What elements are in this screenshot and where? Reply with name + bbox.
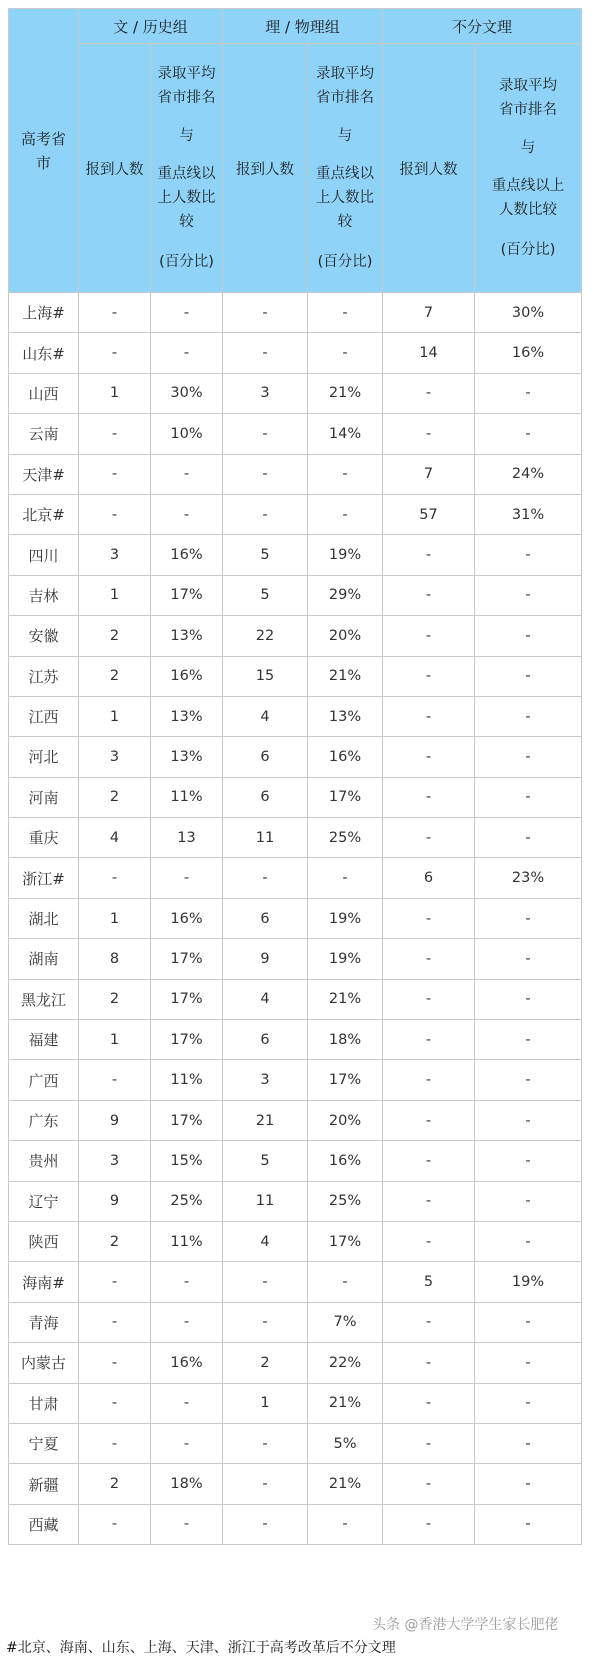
value-cell: 7%: [308, 1302, 383, 1342]
value-cell: -: [475, 1423, 582, 1463]
table-row: [9, 1302, 582, 1342]
group-wen-header: 文 / 历史组: [79, 9, 223, 44]
none-enrolled-header: 报到人数: [383, 44, 475, 293]
value-cell: 17%: [151, 1020, 223, 1060]
value-cell: 6: [223, 1020, 308, 1060]
province-cell: 重庆: [9, 818, 79, 858]
value-cell: -: [308, 858, 383, 898]
value-cell: -: [151, 333, 223, 373]
value-cell: 4: [223, 979, 308, 1019]
wen-rank-line5: 上人数比: [157, 190, 216, 206]
value-cell: -: [475, 737, 582, 777]
value-cell: -: [383, 414, 475, 454]
value-cell: -: [475, 696, 582, 736]
value-cell: 30%: [475, 293, 582, 333]
header-row-columns: [9, 44, 582, 293]
value-cell: -: [383, 1020, 475, 1060]
value-cell: -: [383, 1141, 475, 1181]
wen-rank-line6: 较: [179, 214, 194, 230]
value-cell: -: [308, 1504, 383, 1544]
value-cell: -: [79, 1060, 151, 1100]
value-cell: -: [475, 1504, 582, 1544]
value-cell: 2: [79, 777, 151, 817]
province-cell: 云南: [9, 414, 79, 454]
value-cell: -: [223, 1423, 308, 1463]
province-cell: 黑龙江: [9, 979, 79, 1019]
value-cell: 6: [223, 898, 308, 938]
value-cell: 7: [383, 293, 475, 333]
value-cell: -: [475, 575, 582, 615]
none-rank-line5: 人数比较: [499, 202, 557, 218]
province-cell: 浙江#: [9, 858, 79, 898]
none-rank-line7: (百分比): [500, 242, 556, 258]
value-cell: -: [383, 535, 475, 575]
li-rank-line2: 省市排名: [316, 90, 374, 106]
value-cell: -: [383, 737, 475, 777]
value-cell: -: [383, 818, 475, 858]
value-cell: 2: [223, 1343, 308, 1383]
value-cell: 10%: [151, 414, 223, 454]
value-cell: 1: [79, 1020, 151, 1060]
value-cell: 13%: [151, 696, 223, 736]
value-cell: 13%: [151, 737, 223, 777]
province-cell: 广东: [9, 1100, 79, 1140]
value-cell: -: [383, 616, 475, 656]
wen-rank-line3: 与: [179, 128, 194, 144]
value-cell: 24%: [475, 454, 582, 494]
value-cell: -: [151, 494, 223, 534]
value-cell: 22: [223, 616, 308, 656]
value-cell: -: [79, 1343, 151, 1383]
table-row: [9, 293, 582, 333]
table-row: [9, 333, 582, 373]
table-row: [9, 858, 582, 898]
table-row: [9, 1100, 582, 1140]
value-cell: 11%: [151, 777, 223, 817]
value-cell: 29%: [308, 575, 383, 615]
table-row: [9, 1221, 582, 1261]
table-row: [9, 1060, 582, 1100]
value-cell: -: [79, 494, 151, 534]
value-cell: -: [475, 1383, 582, 1423]
value-cell: 18%: [308, 1020, 383, 1060]
value-cell: 19%: [475, 1262, 582, 1302]
value-cell: -: [383, 1343, 475, 1383]
value-cell: -: [383, 1464, 475, 1504]
table-row: [9, 777, 582, 817]
value-cell: -: [151, 1302, 223, 1342]
value-cell: 21%: [308, 656, 383, 696]
value-cell: -: [475, 777, 582, 817]
province-cell: 贵州: [9, 1141, 79, 1181]
value-cell: 16%: [475, 333, 582, 373]
value-cell: -: [151, 1504, 223, 1544]
value-cell: 8: [79, 939, 151, 979]
header-row-groups: [9, 9, 582, 44]
value-cell: -: [308, 1262, 383, 1302]
li-rank-line1: 录取平均: [316, 66, 374, 82]
province-cell: 西藏: [9, 1504, 79, 1544]
value-cell: -: [383, 1060, 475, 1100]
value-cell: -: [79, 858, 151, 898]
value-cell: -: [79, 293, 151, 333]
value-cell: -: [151, 1423, 223, 1463]
value-cell: 20%: [308, 1100, 383, 1140]
value-cell: 57: [383, 494, 475, 534]
value-cell: -: [151, 293, 223, 333]
table-row: [9, 1383, 582, 1423]
province-cell: 山东#: [9, 333, 79, 373]
province-cell: 北京#: [9, 494, 79, 534]
value-cell: -: [475, 939, 582, 979]
value-cell: -: [151, 1262, 223, 1302]
value-cell: 13%: [308, 696, 383, 736]
value-cell: -: [475, 1060, 582, 1100]
value-cell: 21%: [308, 1464, 383, 1504]
province-cell: 天津#: [9, 454, 79, 494]
value-cell: -: [223, 333, 308, 373]
table-row: [9, 818, 582, 858]
value-cell: 15: [223, 656, 308, 696]
province-cell: 河北: [9, 737, 79, 777]
value-cell: 1: [223, 1383, 308, 1423]
table-row: [9, 1262, 582, 1302]
value-cell: 20%: [308, 616, 383, 656]
value-cell: -: [151, 1383, 223, 1423]
value-cell: -: [79, 1504, 151, 1544]
li-enrolled-header: 报到人数: [223, 44, 308, 293]
table-row: [9, 414, 582, 454]
value-cell: -: [475, 373, 582, 413]
value-cell: -: [223, 454, 308, 494]
wen-rank-line2: 省市排名: [157, 90, 216, 106]
value-cell: 11%: [151, 1221, 223, 1261]
value-cell: 16%: [151, 898, 223, 938]
value-cell: -: [383, 373, 475, 413]
value-cell: 17%: [308, 1060, 383, 1100]
value-cell: 2: [79, 1464, 151, 1504]
table-row: [9, 939, 582, 979]
value-cell: 25%: [151, 1181, 223, 1221]
province-cell: 甘肃: [9, 1383, 79, 1423]
value-cell: 19%: [308, 535, 383, 575]
value-cell: -: [383, 979, 475, 1019]
value-cell: 16%: [151, 656, 223, 696]
value-cell: 5: [223, 1141, 308, 1181]
value-cell: 14: [383, 333, 475, 373]
table-row: [9, 696, 582, 736]
province-cell: 安徽: [9, 616, 79, 656]
table-row: [9, 1141, 582, 1181]
province-cell: 江苏: [9, 656, 79, 696]
li-rank-line5: 上人数比: [316, 190, 374, 206]
value-cell: -: [475, 1343, 582, 1383]
table-row: [9, 1504, 582, 1544]
value-cell: 21%: [308, 373, 383, 413]
table-row: [9, 1423, 582, 1463]
watermark: 头条 @香港大学学生家长肥佬: [372, 1617, 559, 1633]
footnote: #北京、海南、山东、上海、天津、浙江于高考改革后不分文理: [6, 1640, 396, 1656]
value-cell: -: [475, 979, 582, 1019]
value-cell: -: [383, 939, 475, 979]
table-body: [9, 293, 582, 1545]
value-cell: -: [308, 333, 383, 373]
value-cell: 19%: [308, 898, 383, 938]
group-li-header: 理 / 物理组: [223, 9, 383, 44]
value-cell: 4: [223, 1221, 308, 1261]
value-cell: 3: [79, 737, 151, 777]
value-cell: -: [475, 1020, 582, 1060]
value-cell: 5: [223, 575, 308, 615]
value-cell: 1: [79, 898, 151, 938]
value-cell: 16%: [151, 535, 223, 575]
value-cell: 5: [383, 1262, 475, 1302]
value-cell: 11: [223, 1181, 308, 1221]
none-rank-header: [475, 44, 582, 293]
province-cell: 海南#: [9, 1262, 79, 1302]
value-cell: 9: [79, 1181, 151, 1221]
value-cell: -: [79, 414, 151, 454]
value-cell: 17%: [151, 575, 223, 615]
value-cell: -: [308, 454, 383, 494]
province-cell: 新疆: [9, 1464, 79, 1504]
admission-table: [8, 8, 582, 1545]
value-cell: -: [223, 1262, 308, 1302]
province-cell: 四川: [9, 535, 79, 575]
province-cell: 辽宁: [9, 1181, 79, 1221]
wen-rank-line7: (百分比): [159, 254, 214, 270]
value-cell: -: [475, 414, 582, 454]
li-rank-line6: 较: [337, 214, 353, 230]
province-cell: 青海: [9, 1302, 79, 1342]
value-cell: 11: [223, 818, 308, 858]
value-cell: 17%: [151, 1100, 223, 1140]
province-cell: 湖南: [9, 939, 79, 979]
none-rank-line1: 录取平均: [499, 78, 557, 94]
value-cell: -: [383, 575, 475, 615]
province-cell: 山西: [9, 373, 79, 413]
li-rank-line4: 重点线以: [316, 166, 374, 182]
province-header-line1: 高考省: [20, 129, 66, 148]
province-cell: 河南: [9, 777, 79, 817]
value-cell: -: [223, 494, 308, 534]
value-cell: -: [475, 1302, 582, 1342]
table-row: [9, 1020, 582, 1060]
value-cell: 3: [223, 1060, 308, 1100]
province-header-line2: 市: [35, 153, 51, 172]
value-cell: -: [475, 616, 582, 656]
province-cell: 广西: [9, 1060, 79, 1100]
value-cell: 3: [223, 373, 308, 413]
table-row: [9, 575, 582, 615]
value-cell: -: [475, 1141, 582, 1181]
value-cell: -: [383, 1423, 475, 1463]
none-rank-line3: 与: [520, 140, 536, 156]
value-cell: -: [223, 414, 308, 454]
value-cell: -: [223, 858, 308, 898]
province-header: [9, 9, 79, 293]
value-cell: -: [475, 535, 582, 575]
value-cell: 13%: [151, 616, 223, 656]
table-row: [9, 1181, 582, 1221]
value-cell: -: [475, 818, 582, 858]
value-cell: -: [475, 1100, 582, 1140]
wen-rank-line4: 重点线以: [157, 166, 216, 182]
li-rank-header: [308, 44, 383, 293]
value-cell: 14%: [308, 414, 383, 454]
wen-rank-line1: 录取平均: [157, 66, 216, 82]
value-cell: -: [79, 1262, 151, 1302]
value-cell: 17%: [151, 979, 223, 1019]
table-row: [9, 373, 582, 413]
value-cell: 21%: [308, 1383, 383, 1423]
value-cell: 19%: [308, 939, 383, 979]
value-cell: 22%: [308, 1343, 383, 1383]
wen-rank-header: [151, 44, 223, 293]
value-cell: 9: [79, 1100, 151, 1140]
table-row: [9, 494, 582, 534]
value-cell: 18%: [151, 1464, 223, 1504]
value-cell: -: [475, 1464, 582, 1504]
value-cell: 11%: [151, 1060, 223, 1100]
value-cell: -: [79, 454, 151, 494]
value-cell: 1: [79, 575, 151, 615]
li-rank-line3: 与: [337, 128, 353, 144]
value-cell: 16%: [308, 737, 383, 777]
value-cell: 13: [151, 818, 223, 858]
value-cell: -: [79, 333, 151, 373]
value-cell: -: [79, 1302, 151, 1342]
value-cell: -: [475, 1221, 582, 1261]
value-cell: -: [223, 1464, 308, 1504]
value-cell: -: [475, 656, 582, 696]
value-cell: -: [308, 293, 383, 333]
province-cell: 宁夏: [9, 1423, 79, 1463]
value-cell: 25%: [308, 1181, 383, 1221]
value-cell: 21%: [308, 979, 383, 1019]
value-cell: 4: [223, 696, 308, 736]
none-rank-line2: 省市排名: [499, 102, 557, 118]
value-cell: 30%: [151, 373, 223, 413]
value-cell: -: [79, 1383, 151, 1423]
value-cell: 31%: [475, 494, 582, 534]
value-cell: -: [475, 898, 582, 938]
value-cell: 16%: [308, 1141, 383, 1181]
none-rank-line4: 重点线以上: [491, 178, 565, 194]
table-row: [9, 535, 582, 575]
wen-enrolled-header: 报到人数: [79, 44, 151, 293]
value-cell: 17%: [308, 1221, 383, 1261]
value-cell: 17%: [151, 939, 223, 979]
value-cell: 5: [223, 535, 308, 575]
value-cell: 25%: [308, 818, 383, 858]
value-cell: 6: [383, 858, 475, 898]
value-cell: 16%: [151, 1343, 223, 1383]
table-row: [9, 898, 582, 938]
value-cell: -: [383, 1302, 475, 1342]
value-cell: -: [223, 1504, 308, 1544]
province-cell: 陕西: [9, 1221, 79, 1261]
value-cell: 23%: [475, 858, 582, 898]
province-cell: 湖北: [9, 898, 79, 938]
value-cell: -: [383, 1100, 475, 1140]
value-cell: 1: [79, 696, 151, 736]
value-cell: 15%: [151, 1141, 223, 1181]
value-cell: 7: [383, 454, 475, 494]
value-cell: -: [383, 656, 475, 696]
value-cell: 6: [223, 777, 308, 817]
value-cell: -: [151, 858, 223, 898]
value-cell: 2: [79, 656, 151, 696]
table-row: [9, 656, 582, 696]
value-cell: 2: [79, 616, 151, 656]
value-cell: 3: [79, 1141, 151, 1181]
value-cell: 21: [223, 1100, 308, 1140]
province-cell: 内蒙古: [9, 1343, 79, 1383]
value-cell: -: [151, 454, 223, 494]
province-cell: 上海#: [9, 293, 79, 333]
value-cell: 6: [223, 737, 308, 777]
value-cell: -: [475, 1181, 582, 1221]
table-row: [9, 979, 582, 1019]
province-cell: 江西: [9, 696, 79, 736]
value-cell: -: [383, 1221, 475, 1261]
table-row: [9, 616, 582, 656]
value-cell: 9: [223, 939, 308, 979]
table-row: [9, 737, 582, 777]
province-cell: 福建: [9, 1020, 79, 1060]
group-none-header: 不分文理: [383, 9, 582, 44]
value-cell: -: [383, 777, 475, 817]
value-cell: 17%: [308, 777, 383, 817]
province-cell: 吉林: [9, 575, 79, 615]
value-cell: 1: [79, 373, 151, 413]
value-cell: 4: [79, 818, 151, 858]
value-cell: -: [383, 1181, 475, 1221]
table-row: [9, 1464, 582, 1504]
value-cell: -: [223, 1302, 308, 1342]
value-cell: -: [383, 696, 475, 736]
table-row: [9, 454, 582, 494]
value-cell: 2: [79, 1221, 151, 1261]
value-cell: -: [79, 1423, 151, 1463]
value-cell: 5%: [308, 1423, 383, 1463]
value-cell: -: [383, 898, 475, 938]
table-row: [9, 1343, 582, 1383]
li-rank-line7: (百分比): [317, 254, 373, 270]
table-container: [8, 8, 581, 1545]
value-cell: 2: [79, 979, 151, 1019]
value-cell: -: [308, 494, 383, 534]
value-cell: -: [383, 1383, 475, 1423]
value-cell: 3: [79, 535, 151, 575]
value-cell: -: [383, 1504, 475, 1544]
value-cell: -: [223, 293, 308, 333]
